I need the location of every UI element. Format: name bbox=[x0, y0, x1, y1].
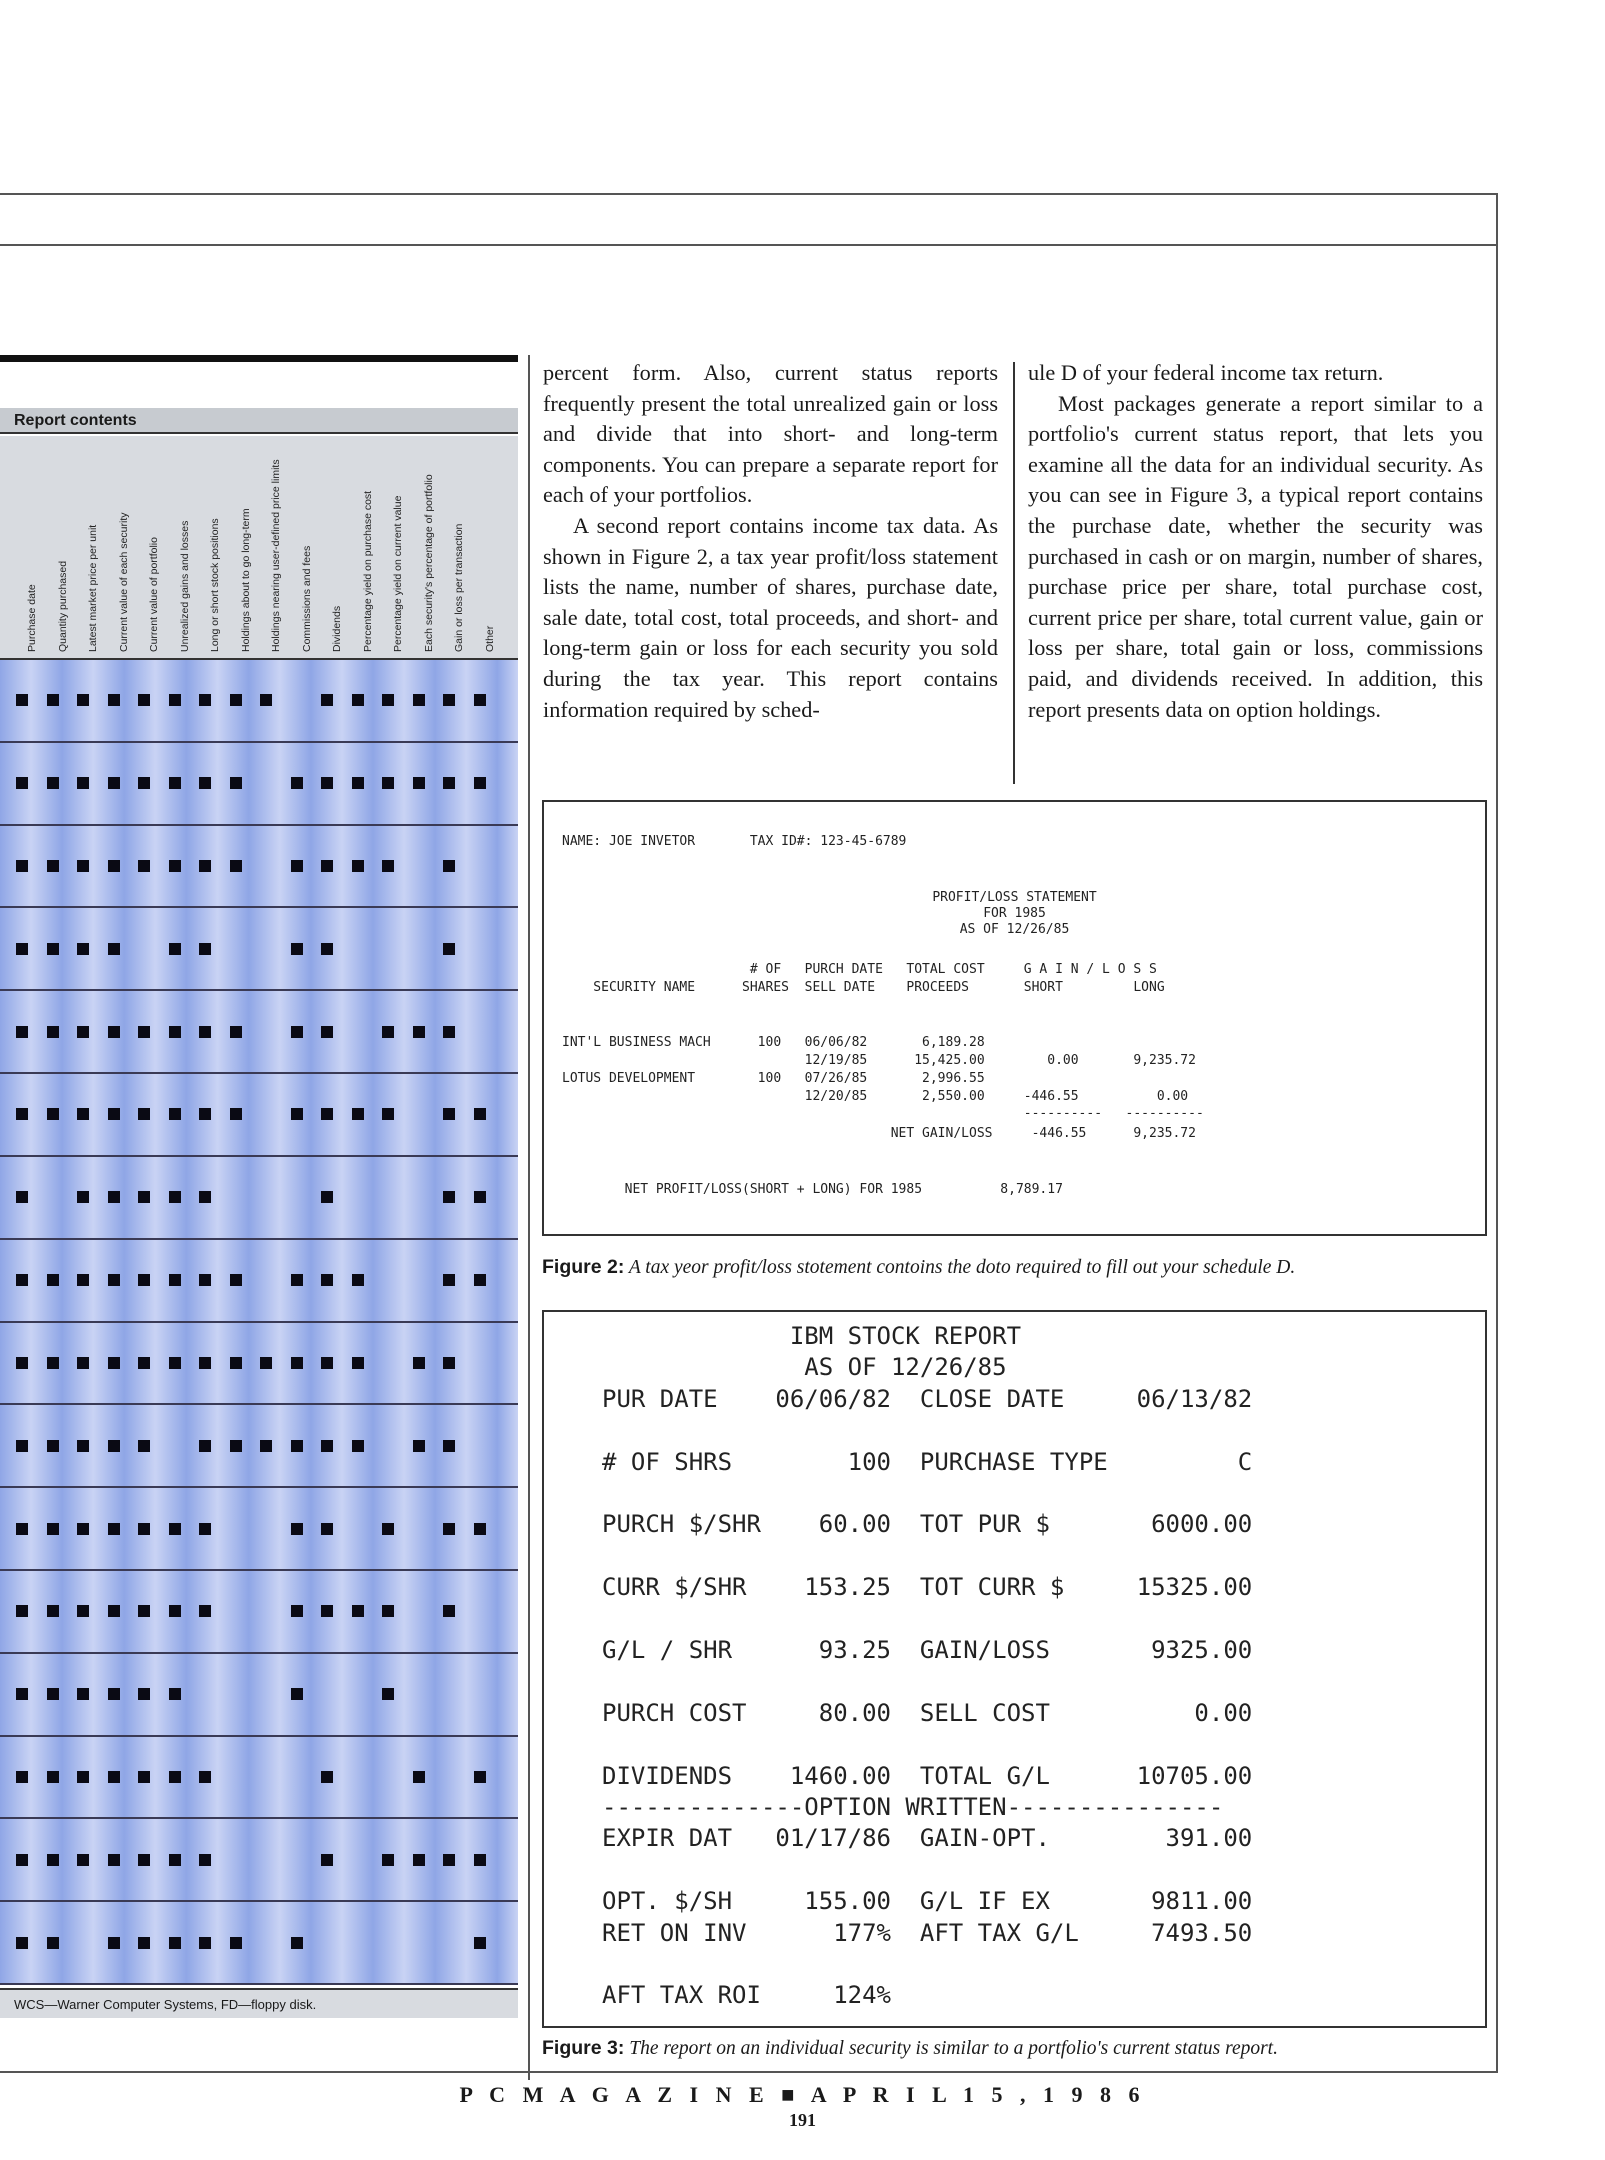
feature-mark bbox=[199, 1440, 211, 1452]
feature-mark bbox=[352, 1605, 364, 1617]
feature-mark bbox=[16, 1937, 28, 1949]
feature-mark bbox=[108, 860, 120, 872]
table-row bbox=[0, 1405, 518, 1488]
feature-mark bbox=[474, 1274, 486, 1286]
feature-mark bbox=[47, 1026, 59, 1038]
column-header-label: Other bbox=[483, 625, 496, 652]
column-rule bbox=[528, 355, 530, 2080]
table-row bbox=[0, 1240, 518, 1323]
feature-mark bbox=[77, 860, 89, 872]
article-paragraph: percent form. Also, current status reports frequently present the total unrealized gain or loss and divide that into short- and long-term components. You can prepare a separate report for each of your portfolios. bbox=[543, 360, 998, 508]
feature-mark bbox=[199, 1771, 211, 1783]
feature-mark bbox=[443, 1108, 455, 1120]
column-header-label: Percentage yield on purchase cost bbox=[361, 490, 374, 652]
feature-mark bbox=[47, 1357, 59, 1369]
column-header-label: Long or short stock positions bbox=[209, 518, 221, 652]
feature-mark bbox=[413, 1771, 425, 1783]
fig3-line: --------------OPTION WRITTEN--------------- bbox=[602, 1793, 1224, 1821]
column-header bbox=[16, 442, 40, 652]
feature-mark bbox=[443, 1026, 455, 1038]
feature-mark bbox=[199, 1523, 211, 1535]
feature-mark bbox=[443, 1523, 455, 1535]
feature-mark bbox=[382, 1688, 394, 1700]
fig3-line: RET ON INV 177% AFT TAX G/L 7493.50 bbox=[602, 1918, 1253, 1947]
feature-mark bbox=[321, 943, 333, 955]
feature-mark bbox=[321, 777, 333, 789]
feature-mark bbox=[108, 1026, 120, 1038]
feature-mark bbox=[474, 1523, 486, 1535]
feature-mark bbox=[291, 1274, 303, 1286]
figure-3-printout bbox=[542, 1310, 1487, 2028]
feature-mark bbox=[108, 694, 120, 706]
table-top-rule bbox=[0, 355, 518, 362]
feature-mark bbox=[321, 694, 333, 706]
column-header bbox=[260, 442, 284, 652]
column-header-label: Gain or loss per transaction bbox=[453, 523, 465, 652]
feature-mark bbox=[199, 860, 211, 872]
feature-mark bbox=[199, 1605, 211, 1617]
feature-mark bbox=[108, 1108, 120, 1120]
feature-mark bbox=[138, 1937, 150, 1949]
feature-grid bbox=[0, 660, 518, 1985]
feature-mark bbox=[230, 1108, 242, 1120]
column-header-label: Commissions and fees bbox=[300, 545, 313, 652]
column-header bbox=[77, 442, 101, 652]
feature-mark bbox=[47, 1523, 59, 1535]
table-column-headers bbox=[0, 436, 518, 660]
feature-mark bbox=[47, 943, 59, 955]
feature-mark bbox=[321, 1026, 333, 1038]
feature-mark bbox=[291, 943, 303, 955]
fig3-line: EXPIR DAT 01/17/86 GAIN-OPT. 391.00 bbox=[602, 1824, 1253, 1853]
article-paragraph: Most packages generate a report similar to a portfolio's current status report, that lets you examine all the data for an individual security. As you can see in Figure 3, a typical report contains the purchase date, whether the security was purchased in cash or on margin, number of shares, purchase price per share, total purchase cost, current price per share, total current value, gain or loss per share, total gain or loss, commissions paid, and dividends received. In addition, this report presents data on option holdings. bbox=[1028, 390, 1483, 722]
feature-mark bbox=[47, 777, 59, 789]
feature-mark bbox=[169, 1937, 181, 1949]
feature-mark bbox=[199, 943, 211, 955]
feature-mark bbox=[443, 1854, 455, 1866]
table-row bbox=[0, 1074, 518, 1157]
feature-mark bbox=[16, 777, 28, 789]
feature-mark bbox=[47, 1688, 59, 1700]
fig3-line: PURCH COST 80.00 SELL COST 0.00 bbox=[602, 1698, 1253, 1727]
feature-mark bbox=[443, 1191, 455, 1203]
feature-mark bbox=[169, 1108, 181, 1120]
feature-mark bbox=[291, 1108, 303, 1120]
feature-mark bbox=[138, 694, 150, 706]
column-divider bbox=[1013, 362, 1015, 784]
fig3-line: AS OF 12/26/85 bbox=[602, 1353, 1007, 1382]
feature-mark bbox=[16, 1771, 28, 1783]
feature-mark bbox=[413, 1026, 425, 1038]
table-row bbox=[0, 743, 518, 826]
column-header-label: Unrealized gains and losses bbox=[178, 520, 191, 652]
fig3-line: IBM STOCK REPORT bbox=[602, 1322, 1022, 1350]
feature-mark bbox=[16, 1274, 28, 1286]
feature-mark bbox=[230, 1440, 242, 1452]
article-paragraph: A second report contains income tax data. As shown in Figure 2, a tax year profit/loss statement lists the name, number of shares, purchase date, sale date, total cost, total proceeds, and short- and long-term gain or loss for each security you sold during the tax year. This report contains information required by sched- bbox=[543, 512, 998, 722]
feature-mark bbox=[169, 1026, 181, 1038]
feature-mark bbox=[108, 1357, 120, 1369]
feature-mark bbox=[16, 1191, 28, 1203]
feature-mark bbox=[321, 1274, 333, 1286]
feature-mark bbox=[382, 1026, 394, 1038]
feature-mark bbox=[352, 694, 364, 706]
column-header-label: Holdings nearing user-defined price limits bbox=[270, 459, 282, 652]
table-row bbox=[0, 1737, 518, 1820]
feature-mark bbox=[321, 1854, 333, 1866]
figure-2-printout bbox=[542, 800, 1487, 1236]
column-header bbox=[169, 442, 193, 652]
feature-mark bbox=[138, 1688, 150, 1700]
feature-mark bbox=[77, 943, 89, 955]
table-row bbox=[0, 1819, 518, 1902]
feature-mark bbox=[77, 1605, 89, 1617]
feature-mark bbox=[77, 1854, 89, 1866]
feature-mark bbox=[138, 1026, 150, 1038]
feature-mark bbox=[199, 694, 211, 706]
feature-mark bbox=[474, 1108, 486, 1120]
fig3-line: OPT. $/SH 155.00 G/L IF EX 9811.00 bbox=[602, 1887, 1253, 1916]
fig3-line: PURCH $/SHR 60.00 TOT PUR $ 6000.00 bbox=[602, 1510, 1253, 1539]
fig3-line: CURR $/SHR 153.25 TOT CURR $ 15325.00 bbox=[602, 1573, 1253, 1602]
feature-mark bbox=[16, 943, 28, 955]
feature-mark bbox=[321, 860, 333, 872]
fig3-line: DIVIDENDS 1460.00 TOTAL G/L 10705.00 bbox=[602, 1761, 1253, 1790]
feature-mark bbox=[77, 1108, 89, 1120]
figure-3-caption bbox=[542, 2037, 1492, 2060]
feature-mark bbox=[199, 1854, 211, 1866]
feature-mark bbox=[108, 1688, 120, 1700]
feature-mark bbox=[138, 1274, 150, 1286]
feature-mark bbox=[77, 1771, 89, 1783]
feature-mark bbox=[352, 1440, 364, 1452]
fig2-header: SECURITY NAME SHARES SELL DATE PROCEEDS SHORT LONG bbox=[562, 980, 1165, 995]
fig3-line: G/L / SHR 93.25 GAIN/LOSS 9325.00 bbox=[602, 1636, 1253, 1664]
feature-mark bbox=[138, 1108, 150, 1120]
page-number: 191 bbox=[789, 2110, 816, 2130]
feature-mark bbox=[321, 1357, 333, 1369]
feature-mark bbox=[413, 1440, 425, 1452]
feature-mark bbox=[413, 777, 425, 789]
feature-mark bbox=[77, 777, 89, 789]
feature-mark bbox=[443, 943, 455, 955]
figure-2-text: A tax yeor profit/loss stotement contoins the doto required to fill out your schedule D. bbox=[624, 1257, 1296, 1278]
feature-mark bbox=[47, 1771, 59, 1783]
column-header bbox=[352, 442, 376, 652]
column-header bbox=[413, 442, 437, 652]
feature-mark bbox=[47, 1605, 59, 1617]
table-row bbox=[0, 1902, 518, 1985]
feature-mark bbox=[169, 943, 181, 955]
feature-mark bbox=[169, 1688, 181, 1700]
feature-mark bbox=[77, 1274, 89, 1286]
fig2-title: FOR 1985 bbox=[983, 906, 1046, 921]
column-header-label: Quantity purchased bbox=[56, 560, 69, 652]
column-header-label: Latest market price per unit bbox=[87, 524, 99, 652]
feature-mark bbox=[413, 1357, 425, 1369]
feature-mark bbox=[230, 1357, 242, 1369]
feature-mark bbox=[16, 1440, 28, 1452]
feature-mark bbox=[16, 860, 28, 872]
column-header-label: Holdings about to go long-term bbox=[239, 508, 252, 652]
feature-mark bbox=[321, 1523, 333, 1535]
table-row bbox=[0, 1157, 518, 1240]
feature-mark bbox=[138, 1440, 150, 1452]
feature-mark bbox=[443, 860, 455, 872]
feature-mark bbox=[169, 1605, 181, 1617]
feature-mark bbox=[321, 1771, 333, 1783]
feature-mark bbox=[291, 1026, 303, 1038]
feature-mark bbox=[474, 1937, 486, 1949]
feature-mark bbox=[230, 777, 242, 789]
feature-mark bbox=[443, 694, 455, 706]
column-header-label: Each security's percentage of portfolio bbox=[422, 474, 435, 652]
feature-mark bbox=[47, 694, 59, 706]
feature-mark bbox=[382, 1854, 394, 1866]
table-row bbox=[0, 660, 518, 743]
feature-mark bbox=[16, 1605, 28, 1617]
feature-mark bbox=[291, 1605, 303, 1617]
feature-mark bbox=[108, 1605, 120, 1617]
frame-rule bbox=[0, 244, 1497, 246]
table-row bbox=[0, 1323, 518, 1406]
feature-mark bbox=[291, 1937, 303, 1949]
feature-mark bbox=[169, 1191, 181, 1203]
feature-mark bbox=[169, 1274, 181, 1286]
feature-mark bbox=[47, 860, 59, 872]
feature-mark bbox=[169, 1854, 181, 1866]
feature-mark bbox=[291, 1440, 303, 1452]
feature-mark bbox=[199, 777, 211, 789]
feature-mark bbox=[443, 1605, 455, 1617]
feature-mark bbox=[230, 694, 242, 706]
feature-mark bbox=[169, 1771, 181, 1783]
feature-mark bbox=[108, 1523, 120, 1535]
feature-mark bbox=[443, 777, 455, 789]
feature-mark bbox=[108, 1771, 120, 1783]
feature-mark bbox=[321, 1108, 333, 1120]
feature-mark bbox=[199, 1108, 211, 1120]
feature-mark bbox=[77, 1191, 89, 1203]
fig3-line: PUR DATE 06/06/82 CLOSE DATE 06/13/82 bbox=[602, 1384, 1253, 1413]
figure-3-label: Figure 3: bbox=[542, 2037, 625, 2059]
feature-mark bbox=[382, 1523, 394, 1535]
table-row bbox=[0, 1654, 518, 1737]
feature-mark bbox=[382, 1605, 394, 1617]
feature-mark bbox=[77, 1688, 89, 1700]
feature-mark bbox=[16, 1854, 28, 1866]
article-column-2 bbox=[1028, 358, 1483, 725]
feature-mark bbox=[138, 1854, 150, 1866]
feature-mark bbox=[138, 1605, 150, 1617]
feature-mark bbox=[108, 1191, 120, 1203]
fig2-row: LOTUS DEVELOPMENT 100 07/26/85 2,996.55 bbox=[562, 1071, 985, 1086]
column-header bbox=[474, 442, 498, 652]
table-row bbox=[0, 1488, 518, 1571]
feature-mark bbox=[291, 1523, 303, 1535]
feature-mark bbox=[16, 694, 28, 706]
column-header bbox=[138, 442, 162, 652]
column-header-label: Dividends bbox=[331, 605, 343, 652]
feature-mark bbox=[321, 1440, 333, 1452]
feature-mark bbox=[321, 1191, 333, 1203]
feature-mark bbox=[16, 1688, 28, 1700]
feature-mark bbox=[138, 1357, 150, 1369]
feature-mark bbox=[108, 1937, 120, 1949]
feature-mark bbox=[47, 1937, 59, 1949]
column-header bbox=[108, 442, 132, 652]
feature-mark bbox=[138, 1191, 150, 1203]
column-header bbox=[382, 442, 406, 652]
feature-mark bbox=[77, 1440, 89, 1452]
feature-mark bbox=[108, 1274, 120, 1286]
table-row bbox=[0, 1571, 518, 1654]
article-paragraph: ule D of your federal income tax return. bbox=[1028, 360, 1384, 385]
column-header-label: Current value of each security bbox=[117, 512, 130, 652]
feature-mark bbox=[230, 860, 242, 872]
fig3-line: AFT TAX ROI 124% bbox=[602, 1981, 891, 2010]
feature-mark bbox=[443, 1357, 455, 1369]
feature-mark bbox=[77, 1523, 89, 1535]
fig2-name-line: NAME: JOE INVETOR TAX ID#: 123-45-6789 bbox=[562, 834, 907, 849]
feature-mark bbox=[474, 1854, 486, 1866]
figure-2-label: Figure 2: bbox=[542, 1256, 625, 1278]
feature-mark bbox=[443, 1274, 455, 1286]
column-header bbox=[230, 442, 254, 652]
feature-mark bbox=[138, 777, 150, 789]
feature-mark bbox=[47, 1108, 59, 1120]
feature-mark bbox=[260, 1357, 272, 1369]
feature-mark bbox=[108, 1440, 120, 1452]
feature-mark bbox=[138, 1771, 150, 1783]
feature-mark bbox=[291, 777, 303, 789]
feature-mark bbox=[169, 777, 181, 789]
feature-mark bbox=[199, 1274, 211, 1286]
column-header bbox=[199, 442, 223, 652]
feature-mark bbox=[413, 694, 425, 706]
feature-mark bbox=[16, 1523, 28, 1535]
feature-mark bbox=[352, 860, 364, 872]
column-header-label: Current value of portfolio bbox=[148, 537, 160, 652]
feature-mark bbox=[169, 1523, 181, 1535]
feature-mark bbox=[352, 1108, 364, 1120]
feature-mark bbox=[230, 1026, 242, 1038]
feature-mark bbox=[382, 1108, 394, 1120]
column-header bbox=[291, 442, 315, 652]
feature-mark bbox=[199, 1026, 211, 1038]
table-footnote: WCS—Warner Computer Systems, FD—floppy disk. bbox=[0, 1988, 518, 2018]
feature-mark bbox=[474, 1771, 486, 1783]
article-column-1 bbox=[543, 358, 998, 725]
feature-mark bbox=[352, 777, 364, 789]
feature-mark bbox=[16, 1108, 28, 1120]
feature-mark bbox=[260, 694, 272, 706]
fig2-row: 12/19/85 15,425.00 0.00 9,235.72 bbox=[562, 1053, 1196, 1068]
feature-mark bbox=[169, 694, 181, 706]
feature-mark bbox=[352, 1357, 364, 1369]
fig2-row: INT'L BUSINESS MACH 100 06/06/82 6,189.28 bbox=[562, 1035, 985, 1050]
fig2-title: PROFIT/LOSS STATEMENT bbox=[932, 890, 1097, 905]
feature-mark bbox=[382, 860, 394, 872]
column-header-label: Purchase date bbox=[26, 584, 38, 652]
table-row bbox=[0, 908, 518, 991]
feature-mark bbox=[47, 1440, 59, 1452]
feature-mark bbox=[138, 860, 150, 872]
feature-mark bbox=[413, 1854, 425, 1866]
feature-mark bbox=[199, 1357, 211, 1369]
fig2-dashes: ---------- ---------- bbox=[562, 1106, 1204, 1121]
feature-mark bbox=[16, 1026, 28, 1038]
magazine-footer: P C M A G A Z I N E ■ A P R I L 1 5 , 1 9 8 6 bbox=[459, 2082, 1146, 2107]
feature-mark bbox=[108, 1854, 120, 1866]
figure-3-text: The report on an individual security is similar to a portfolio's current status report. bbox=[624, 2038, 1278, 2059]
feature-mark bbox=[230, 1274, 242, 1286]
feature-mark bbox=[230, 1937, 242, 1949]
fig2-net-total: NET PROFIT/LOSS(SHORT + LONG) FOR 1985 8,789.17 bbox=[562, 1182, 1063, 1197]
feature-mark bbox=[77, 1357, 89, 1369]
column-header bbox=[47, 442, 71, 652]
table-row bbox=[0, 991, 518, 1074]
feature-mark bbox=[77, 1026, 89, 1038]
feature-mark bbox=[291, 1357, 303, 1369]
figure-2-caption bbox=[542, 1256, 1492, 1279]
feature-mark bbox=[291, 860, 303, 872]
feature-mark bbox=[382, 777, 394, 789]
feature-mark bbox=[443, 1440, 455, 1452]
table-row bbox=[0, 826, 518, 909]
fig2-net-gain: NET GAIN/LOSS -446.55 9,235.72 bbox=[562, 1126, 1196, 1141]
fig2-header: # OF PURCH DATE TOTAL COST G A I N / L O S S bbox=[562, 962, 1157, 977]
feature-mark bbox=[321, 1605, 333, 1617]
feature-mark bbox=[382, 694, 394, 706]
feature-mark bbox=[199, 1191, 211, 1203]
feature-mark bbox=[352, 1274, 364, 1286]
feature-mark bbox=[108, 777, 120, 789]
feature-mark bbox=[291, 1688, 303, 1700]
fig2-title: AS OF 12/26/85 bbox=[959, 922, 1070, 937]
feature-mark bbox=[260, 1440, 272, 1452]
feature-mark bbox=[16, 1357, 28, 1369]
column-header bbox=[321, 442, 345, 652]
column-header bbox=[443, 442, 467, 652]
feature-mark bbox=[77, 694, 89, 706]
feature-mark bbox=[47, 1854, 59, 1866]
feature-mark bbox=[199, 1937, 211, 1949]
feature-mark bbox=[169, 1357, 181, 1369]
feature-mark bbox=[47, 1274, 59, 1286]
feature-mark bbox=[138, 1523, 150, 1535]
fig3-line: # OF SHRS 100 PURCHASE TYPE C bbox=[602, 1447, 1253, 1476]
column-header-label: Percentage yield on current value bbox=[392, 495, 404, 652]
feature-mark bbox=[108, 943, 120, 955]
feature-mark bbox=[474, 777, 486, 789]
table-title: Report contents bbox=[0, 408, 518, 434]
fig2-row: 12/20/85 2,550.00 -446.55 0.00 bbox=[562, 1089, 1189, 1104]
feature-mark bbox=[169, 860, 181, 872]
feature-mark bbox=[474, 1191, 486, 1203]
feature-mark bbox=[474, 694, 486, 706]
